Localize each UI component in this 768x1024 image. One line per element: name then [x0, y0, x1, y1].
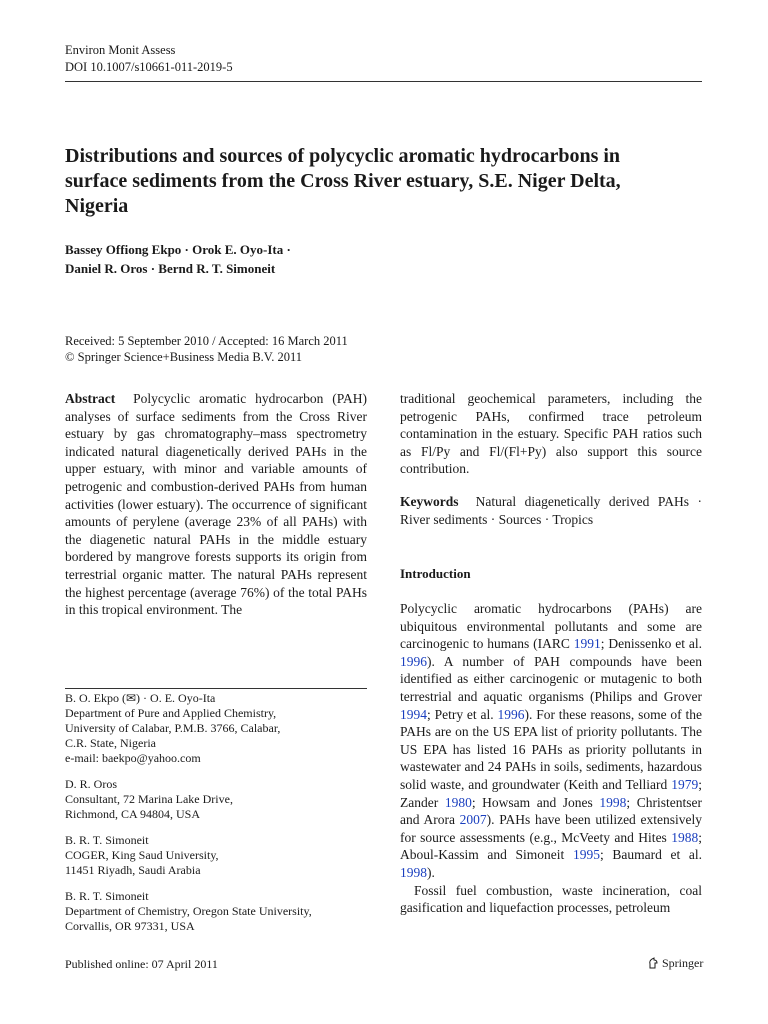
authors-line-2: Daniel R. Oros · Bernd R. T. Simoneit	[65, 261, 276, 276]
citation-link[interactable]: 1995	[572, 847, 600, 863]
citation-link[interactable]: 1991	[573, 636, 601, 652]
citation-link[interactable]: 1998	[400, 864, 427, 880]
citation-link[interactable]: 1996	[497, 706, 525, 722]
citation-link[interactable]: 1979	[671, 776, 699, 792]
citation-link[interactable]: 1994	[400, 706, 427, 722]
affiliation-block	[65, 833, 367, 878]
affiliation-rule	[65, 688, 367, 689]
affiliation-line: C.R. State, Nigeria	[65, 736, 156, 750]
springer-horse-icon	[648, 957, 659, 969]
author-list	[65, 240, 291, 278]
affiliation-block	[65, 889, 367, 934]
affiliation-line: Department of Pure and Applied Chemistry,	[65, 706, 277, 720]
authors-line-1: Bassey Offiong Ekpo · Orok E. Oyo-Ita ·	[65, 242, 291, 257]
affiliation-block	[65, 691, 367, 766]
affiliation-block	[65, 777, 367, 822]
publisher-name: Springer	[662, 956, 704, 970]
abstract-text-left: Polycyclic aromatic hydrocarbon (PAH) analyses of surface sediments from the Cross River estuary by gas chromatography–mass spectrometry indicated natural diagenetically derived PAHs in the upper estuary, with minor and variable amounts of petrogenic and combustion-derived PAHs from human activities (lower estuary). The occurrence of significant amounts of perylene (average 23% of all PAHs) with the diagenetic natural PAHs in the middle estuary bordered by mangrove forests supports its origin from terrestrial organic matter. The natural PAHs represent the highest percentage (average 76%) of the total PAHs in this tropical environment. The	[65, 391, 367, 618]
affiliation-line: Richmond, CA 94804, USA	[65, 807, 201, 821]
abstract-text-right: traditional geochemical parameters, including the petrogenic PAHs, confirmed trace petroleum contamination in the estuary. Specific PAH ratios such as Fl/Py and Fl/(Fl+Py) also support this source contribution.	[400, 391, 702, 477]
keywords-text: Natural diagenetically derived PAHs · River sediments · Sources · Tropics	[400, 494, 702, 527]
citation-link[interactable]: 1980	[444, 794, 472, 810]
affiliation-names: B. R. T. Simoneit	[65, 833, 149, 847]
publisher-logo	[648, 956, 703, 971]
journal-header	[65, 42, 233, 76]
abstract-heading: Abstract	[65, 391, 116, 406]
affiliations	[65, 691, 367, 945]
affiliation-line: University of Calabar, P.M.B. 3766, Calabar,	[65, 721, 281, 735]
citation-link[interactable]: 1998	[599, 794, 627, 810]
abstract-left	[65, 390, 367, 619]
keywords	[400, 493, 702, 528]
affiliation-line: COGER, King Saud University,	[65, 848, 219, 862]
affiliation-line: 11451 Riyadh, Saudi Arabia	[65, 863, 201, 877]
citation-link[interactable]: 1988	[671, 829, 699, 845]
introduction-body	[400, 600, 702, 917]
affiliation-line: Department of Chemistry, Oregon State University,	[65, 904, 312, 918]
affiliation-names: B. O. Ekpo (✉) · O. E. Oyo-Ita	[65, 691, 216, 705]
intro-paragraph-2: Fossil fuel combustion, waste incineration, coal gasification and liquefaction processes, petroleum	[400, 882, 702, 916]
keywords-heading: Keywords	[400, 494, 459, 509]
dates	[65, 333, 348, 365]
header-rule	[65, 81, 702, 82]
doi[interactable]: DOI 10.1007/s10661-011-2019-5	[65, 60, 233, 74]
affiliation-line: Consultant, 72 Marina Lake Drive,	[65, 792, 233, 806]
intro-paragraph-1: Polycyclic aromatic hydrocarbons (PAHs) are ubiquitous environmental pollutants and some are carcinogenic to humans (IARC 1991; Denissenko et al. 1996). A number of PAH compounds have been identified as either carcinogenic or mutagenic to both terrestrial and aquatic organisms (Philips and Grover 1994; Petry et al. 1996). For these reasons, some of the PAHs are on the US EPA list of priority pollutants. The US EPA has listed 16 PAHs as priority pollutants in wastewater and 24 PAHs in soils, sediments, hazardous solid waste, and groundwater (Keith and Telliard 1979; Zander 1980; Howsam and Jones 1998; Christentser and Arora 2007). PAHs have been utilized extensively for source assessments (e.g., McVeety and Hites 1988; Aboul-Kassim and Simoneit 1995; Baumard et al. 1998).	[400, 601, 703, 880]
copyright: © Springer Science+Business Media B.V. 2011	[65, 350, 303, 364]
received-date: Received: 5 September 2010 / Accepted: 16 March 2011	[65, 334, 348, 348]
introduction-heading: Introduction	[400, 566, 471, 581]
published-date: Published online: 07 April 2011	[65, 957, 218, 971]
abstract-right	[400, 390, 702, 478]
journal-name: Environ Monit Assess	[65, 43, 176, 57]
email-link[interactable]: e-mail: baekpo@yahoo.com	[65, 751, 201, 765]
affiliation-names: B. R. T. Simoneit	[65, 889, 149, 903]
citation-link[interactable]: 2007	[459, 812, 487, 828]
affiliation-names: D. R. Oros	[65, 777, 118, 791]
article-title: Distributions and sources of polycyclic aromatic hydrocarbons in surface sediments from the Cross River estuary, S.E. Niger Delta, Nigeria	[65, 145, 621, 217]
affiliation-line: Corvallis, OR 97331, USA	[65, 919, 195, 933]
citation-link[interactable]: 1996	[400, 653, 427, 669]
